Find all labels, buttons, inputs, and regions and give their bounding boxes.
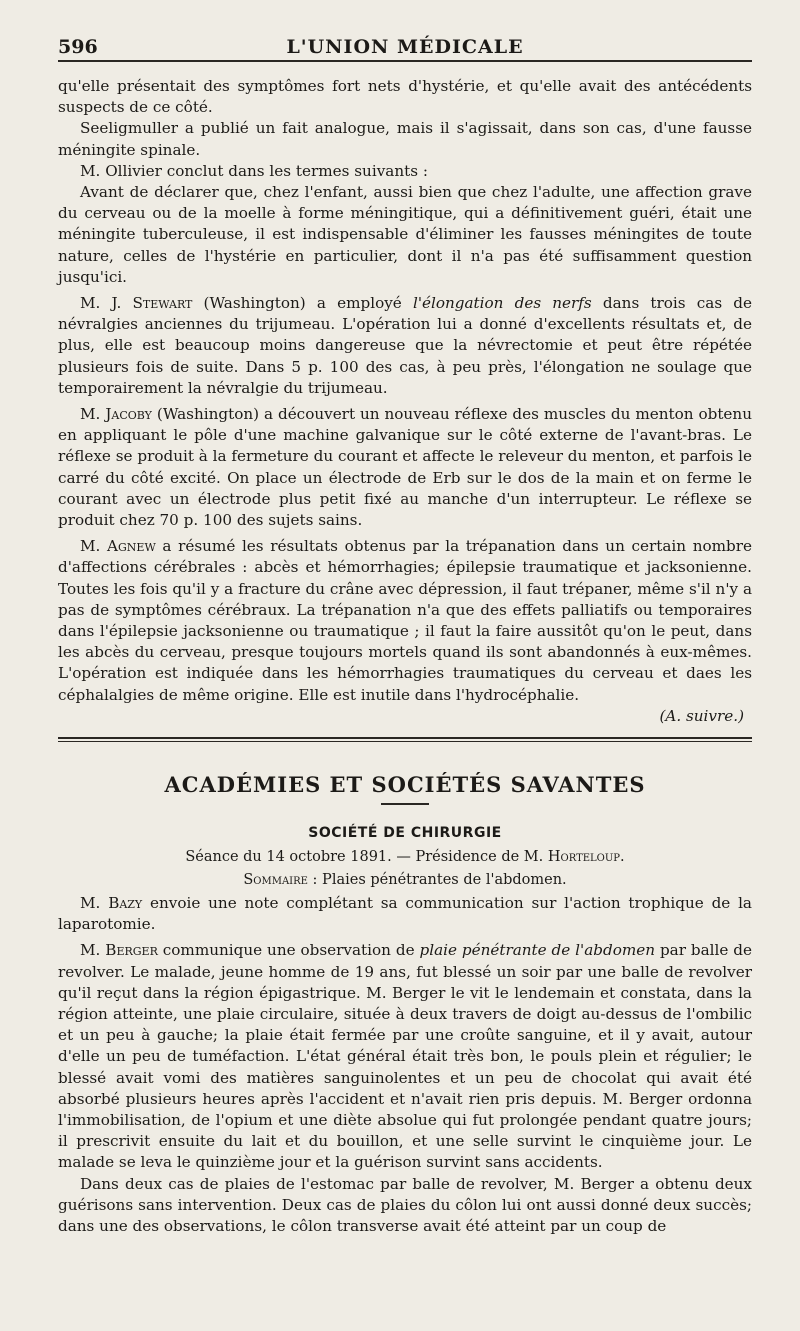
text-run: Dans deux cas de plaies de l'estomac par balle de revolver, M. Berger a obtenu deux guérisons sans intervention. Deux cas de plaies du côlon lui ont aussi donné deux succès; dans une des observations, le côlon transverse avait été atteint par un coup de bbox=[58, 1174, 752, 1235]
paragraph bbox=[58, 293, 752, 399]
summary-label: Sommaire bbox=[243, 871, 308, 888]
session-line bbox=[58, 847, 752, 867]
person-name: Agnew bbox=[107, 537, 156, 556]
page-number: 596 bbox=[58, 36, 98, 58]
text-run: M. bbox=[80, 537, 108, 556]
text-run: M. Ollivier conclut dans les termes suivants : bbox=[80, 161, 428, 180]
paragraph bbox=[58, 1174, 752, 1238]
section-body bbox=[58, 893, 752, 1237]
society-title: SOCIÉTÉ DE CHIRURGIE bbox=[308, 824, 502, 841]
text-run: Seeligmuller a publié un fait analogue, mais il s'agissait, dans son cas, d'une fausse méningite spinale. bbox=[58, 119, 752, 159]
text-run: M. bbox=[80, 893, 109, 912]
person-name: Bazy bbox=[108, 893, 143, 912]
continued-article bbox=[58, 76, 752, 727]
running-header bbox=[58, 34, 752, 62]
paragraph bbox=[58, 404, 752, 531]
paragraph bbox=[58, 182, 752, 288]
text-run: par balle de revolver. Le malade, jeune homme de 19 ans, fut blessé un soir par une balle de revolver qu'il reçut dans la région épigastrique. M. Berger le vit le lendemain et constata, dans la région atteinte, une plaie circulaire, située à deux travers de doigt au-dessus de l'ombilic et un peu à gauche; la plaie était fermée par une croûte sanguine, et il y avait, autour d'elle un peu de tuméfaction. L'état général était très bon, le pouls plein et régulier; le blessé avait vomi des matières sanguinolentes et un peu de chocolat qui avait été absorbé plusieurs heures après l'accident et n'avait rien pris depuis. M. Berger ordonna l'immobilisation, de l'opium et une diète absolue qui fut prolongée pendant quatre jours; il prescrivit ensuite du lait et du bouillon, et une selle survint le cinquième jour. Le malade se leva le quinzième jour et la guérison survint sans accidents. bbox=[58, 941, 752, 1172]
summary-text: : Plaies pénétrantes de l'abdomen. bbox=[307, 871, 567, 888]
summary-line bbox=[58, 870, 752, 890]
text-run: communique une observation de bbox=[157, 941, 420, 960]
person-name: Jacoby bbox=[105, 405, 152, 424]
text-run: (Washington) a employé bbox=[192, 294, 413, 313]
emphasis: l'élongation des nerfs bbox=[412, 294, 592, 313]
text-run: envoie une note complétant sa communication sur l'action trophique de la laparotomie. bbox=[58, 893, 752, 934]
to-be-continued-note: (A. suivre.) bbox=[659, 706, 744, 725]
paragraph bbox=[58, 161, 752, 182]
text-run: M. bbox=[80, 405, 106, 424]
paragraph bbox=[58, 76, 752, 118]
text-run: (Washington) a découvert un nouveau réflexe des muscles du menton obtenu en appliquant le pôle d'une machine galvanique sur le côté externe de l'avant-bras. Le réflexe se produit à la fermeture du courant et affecte le releveur du menton, et parfois le carré du côté excité. On place un électrode de Erb sur le dos de la main et on ferme le courant avec un électrode plus petit fixé au manche d'un interrupteur. Le réflexe se produit chez 70 p. 100 des sujets sains. bbox=[58, 405, 753, 530]
paragraph bbox=[58, 893, 752, 935]
person-name: Berger bbox=[105, 941, 158, 960]
section-title: ACADÉMIES ET SOCIÉTÉS SAVANTES bbox=[164, 771, 646, 797]
text-run: a résumé les résultats obtenus par la trépanation dans un certain nombre d'affections cérébrales : abcès et hémorrhagies; épilepsie traumatique et jacksonienne. Toutes les fois qu'il y a fracture du crâne avec dépression, il faut trépaner, même s'il n'y a pas de symptômes cérébraux. La trépanation n'a que des effets palliatifs ou temporaires dans l'épilepsie jacksonienne ou traumatique ; il faut la faire aussitôt qu'on le peut, dans les abcès du cerveau, presque toujours mortels quand ils sont abandonnés à eux-mêmes. L'opération est indiquée dans les hémorrhagies traumatiques du cerveau et daes les céphalalgies de même origine. Elle est inutile dans l'hydrocéphalie. bbox=[58, 537, 752, 704]
person-name: Stewart bbox=[132, 294, 193, 313]
paragraph bbox=[58, 118, 752, 160]
text-run: qu'elle présentait des symptômes fort nets d'hystérie, et qu'elle avait des antécédents suspects de ce côté. bbox=[58, 77, 752, 117]
text-run: M. J. bbox=[80, 294, 133, 313]
paragraph bbox=[58, 536, 752, 706]
journal-title: L'UNION MÉDICALE bbox=[286, 36, 524, 58]
text-run: dans trois cas de névralgies anciennes du trijumeau. L'opération lui a donné d'excellents résultats et, de plus, elle est beaucoup moins dangereuse que la névrectomie et peut être répétée plusieurs fois de suite. Dans 5 p. 100 des cas, à peu près, l'élongation ne soulage que temporairement la névralgie du trijumeau. bbox=[58, 294, 752, 397]
text-run: Avant de déclarer que, chez l'enfant, aussi bien que chez l'adulte, une affection grave du cerveau ou de la moelle à forme méningitique, qui a définitivement guéri, était une méningite tuberculeuse, il est indispensable d'éliminer les fausses méningites de toute nature, celles de l'hystérie en particulier, dont il n'a pas été suffisamment question jusqu'ici. bbox=[58, 183, 752, 286]
emphasis: plaie pénétrante de l'abdomen bbox=[419, 941, 656, 960]
paragraph bbox=[58, 940, 752, 1173]
section-divider bbox=[58, 737, 752, 742]
president-name: Horteloup bbox=[547, 848, 621, 865]
title-underline bbox=[381, 803, 429, 805]
session-prefix: Séance du 14 octobre 1891. — Présidence de M. bbox=[185, 848, 548, 865]
text-run: M. bbox=[80, 941, 106, 960]
session-suffix: . bbox=[620, 848, 625, 865]
